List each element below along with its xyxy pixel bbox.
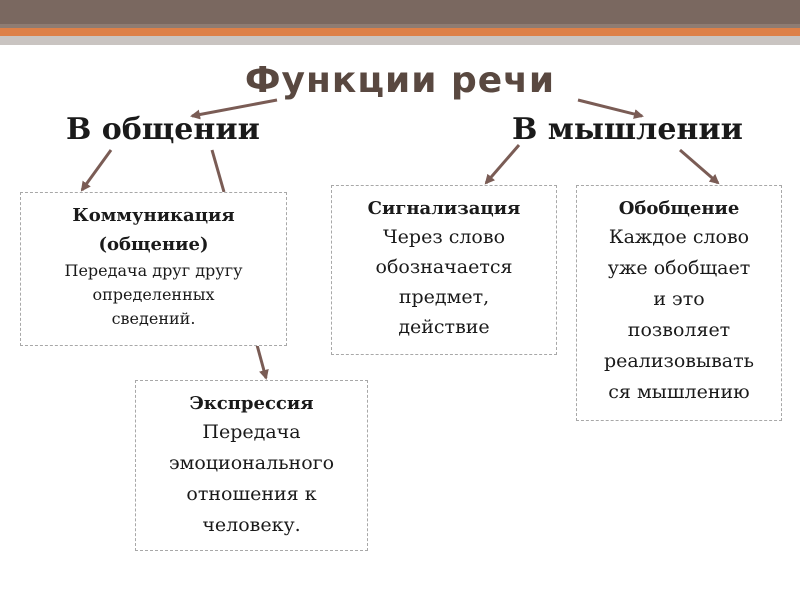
expression-text-1: Передача [202,421,301,443]
generalization-text-2: уже обобщает [607,257,751,279]
branch-thinking: В мышлении [512,112,743,147]
box-signaling [331,185,557,355]
arrow-left-to-communication [82,150,111,190]
generalization-text-4: позволяет [627,319,731,341]
communication-text-2: определенных [92,285,215,304]
generalization-heading: Обобщение [618,198,740,219]
branch-communication: В общении [66,112,260,147]
arrow-title-to-left [192,100,277,116]
signaling-text-2: обозначается [375,256,513,278]
signaling-text-1: Через слово [382,226,506,248]
arrow-communication-to-expression [257,345,266,378]
signaling-text-3: предмет, [398,286,490,308]
expression-heading: Экспрессия [189,393,314,414]
slide-title: Функции речи [244,60,556,101]
communication-text-3: сведений. [111,309,196,328]
box-generalization [576,185,782,421]
expression-text-2: эмоционального [168,452,335,474]
arrow-left-line [212,150,224,192]
communication-text-1: Передача друг другу [64,261,243,280]
arrow-right-to-signaling [486,145,519,183]
box-expression [135,380,368,551]
expression-text-4: человеку. [202,514,301,536]
expression-text-3: отношения к [186,483,317,505]
communication-heading: Коммуникация [72,205,235,226]
communication-heading-sub: (общение) [98,234,209,255]
box-communication [20,192,287,346]
arrow-title-to-right [578,100,642,116]
generalization-text-6: ся мышлению [608,381,750,403]
arrow-right-to-generalization [680,150,718,183]
signaling-heading: Сигнализация [367,198,521,219]
signaling-text-4: действие [398,316,490,338]
generalization-text-3: и это [653,288,705,310]
generalization-text-5: реализовывать [604,350,754,372]
generalization-text-1: Каждое слово [608,226,750,248]
